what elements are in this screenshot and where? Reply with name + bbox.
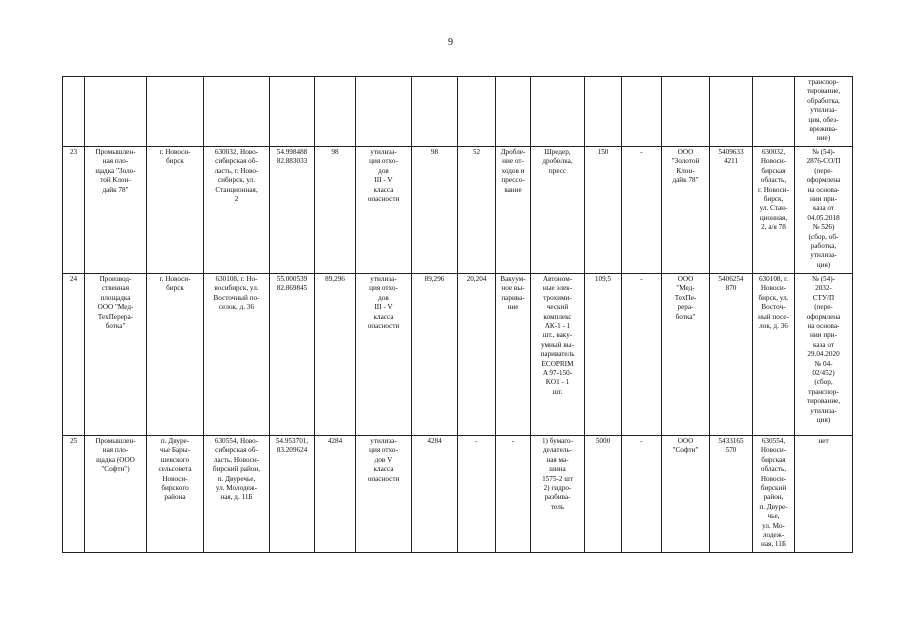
waste-facilities-table: [62, 76, 853, 553]
area-cell: 4284: [315, 436, 356, 553]
process-cell: -: [496, 436, 531, 553]
purpose-cell: утилиза- ция отхо- дов V класса опасности: [356, 436, 412, 553]
legal-address-cell: 630108, г. Новоси- бирск, ул. Восточ- ный посе- лок, д. 36: [753, 274, 795, 436]
address-cell: 630032, Ново- сибирская об- ласть, г. Ново- сибирск, ул. Станционная, 2: [204, 147, 270, 274]
table-cell: [585, 77, 622, 147]
table-cell: [531, 77, 585, 147]
facility-name-cell: Промышлен- ная пло- щадка "Золо- той Клон- дайк 78": [85, 147, 147, 274]
license-cell: транспор- тирование, обработка, утилиза- ция, обез- врежива- ние): [795, 77, 853, 147]
table-row: [63, 147, 853, 274]
process-cell: Дробле- ние от- ходов и прессо- вание: [496, 147, 531, 274]
value-cell: -: [622, 436, 662, 553]
table-cell: [204, 77, 270, 147]
value-cell: 109,5: [585, 274, 622, 436]
value-cell: -: [458, 436, 496, 553]
row-number-cell: 24: [63, 274, 85, 436]
page-number: 9: [448, 37, 453, 48]
coordinates-cell: 54.953701, 83.209624: [270, 436, 315, 553]
value-cell: 150: [585, 147, 622, 274]
purpose-cell: утилиза- ция отхо- дов III - V класса опасности: [356, 147, 412, 274]
table-cell: [622, 77, 662, 147]
facility-name-cell: Производ- ственная площадка ООО "Мед- ТехПерера- ботка": [85, 274, 147, 436]
operator-cell: ООО "Мед- ТехПе- рера- ботка": [662, 274, 710, 436]
value-cell: -: [622, 147, 662, 274]
table-cell: [356, 77, 412, 147]
table-row: [63, 436, 853, 553]
table-cell: [85, 77, 147, 147]
address-cell: 630554, Ново- сибирская об- ласть, Новоси- бирский район, п. Двуречье, ул. Молодеж- ная, д. 11Б: [204, 436, 270, 553]
legal-address-cell: 630032, Новоси- бирская область, г. Новоси- бирск, ул. Стан- ционная, 2, а/я 78: [753, 147, 795, 274]
inn-cell: 5406254 870: [710, 274, 753, 436]
row-number-cell: 25: [63, 436, 85, 553]
value-cell: 20,204: [458, 274, 496, 436]
license-cell: нет: [795, 436, 853, 553]
inn-cell: 5409633 4211: [710, 147, 753, 274]
facility-name-cell: Промышлен- ная пло- щадка (ООО "Софти"): [85, 436, 147, 553]
legal-address-cell: 630554, Новоси- бирская область, Новоси- бирский район, п. Двуре- чье, ул. Мо- лодеж- ная, 11Б: [753, 436, 795, 553]
table-cell: [315, 77, 356, 147]
operator-cell: ООО "Софти": [662, 436, 710, 553]
capacity-cell: 4284: [412, 436, 458, 553]
area-cell: 98: [315, 147, 356, 274]
table-cell: [496, 77, 531, 147]
locality-cell: п. Двуре- чье Бары- шевского сельсовета Новоси- бирского района: [147, 436, 204, 553]
table-row: [63, 274, 853, 436]
value-cell: 52: [458, 147, 496, 274]
table-row-continuation: [63, 77, 853, 147]
area-cell: 89,296: [315, 274, 356, 436]
equipment-cell: Шредер, дробилка, пресс: [531, 147, 585, 274]
process-cell: Вакуум- ное вы- парива- ние: [496, 274, 531, 436]
table-cell: [753, 77, 795, 147]
purpose-cell: утилиза- ция отхо- дов III - V класса опасности: [356, 274, 412, 436]
operator-cell: ООО "Золотой Клон- дайк 78": [662, 147, 710, 274]
table-cell: [270, 77, 315, 147]
table-cell: [63, 77, 85, 147]
equipment-cell: 1) бумаго- делатель- ная ма- шина 1575-2 шт 2) гидро- разбива- тель: [531, 436, 585, 553]
coordinates-cell: 55.000539 82.869845: [270, 274, 315, 436]
table-cell: [147, 77, 204, 147]
table-cell: [458, 77, 496, 147]
table-cell: [412, 77, 458, 147]
value-cell: -: [622, 274, 662, 436]
locality-cell: г. Новоси- бирск: [147, 147, 204, 274]
locality-cell: г. Новоси- бирск: [147, 274, 204, 436]
table-cell: [662, 77, 710, 147]
license-cell: № (54)- 2032- СТУ/П (пере- оформлена на основа- нии при- каза от 29.04.2020 № 04- 02/452) (сбор, транспор- тирование, утилиза- ция): [795, 274, 853, 436]
capacity-cell: 89,296: [412, 274, 458, 436]
row-number-cell: 23: [63, 147, 85, 274]
table-cell: [710, 77, 753, 147]
address-cell: 630108, г. Но- восибирск, ул. Восточный по- селок, д. 36: [204, 274, 270, 436]
coordinates-cell: 54.998488 82.883033: [270, 147, 315, 274]
equipment-cell: Автоном- ные элек- трохими- ческий комплекс АК-1 - 1 шт., ваку- умный вы- париватель ECOPRIM A 97-150- KO1 - 1 шт.: [531, 274, 585, 436]
capacity-cell: 98: [412, 147, 458, 274]
inn-cell: 5433165 570: [710, 436, 753, 553]
license-cell: № (54)- 2876-СО/П (пере- оформлена на основа- нии при- каза от 04.05.2018 № 526) (сбор, об- работка, утилиза- ция): [795, 147, 853, 274]
value-cell: 5000: [585, 436, 622, 553]
